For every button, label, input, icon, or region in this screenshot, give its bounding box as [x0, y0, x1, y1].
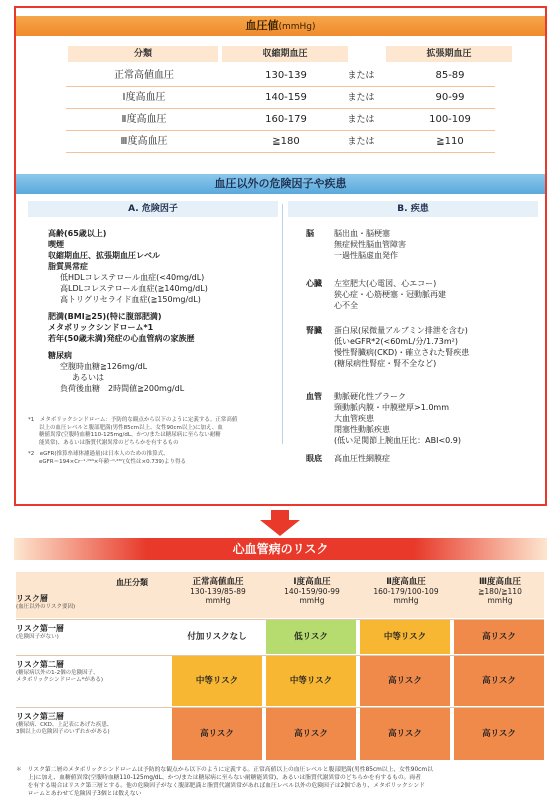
- risk-factor-item: 高トリグリセライド血症(≧150mg/dL): [60, 295, 201, 304]
- risk-factors-title: 血圧以外の危険因子や疾患: [16, 174, 545, 194]
- risk-layer-name: リスク第一層: [16, 624, 64, 633]
- risk-factor-item: 糖尿病: [48, 351, 72, 360]
- disease-item: 閉塞性動脈疾患: [334, 425, 390, 434]
- bp-class-unit: mmHg: [393, 596, 419, 605]
- risk-factor-item: 負荷後血糖 2時間値≧200mg/dL: [60, 384, 185, 393]
- col-b-header: B. 疾患: [288, 201, 538, 217]
- disease-item: 頸動脈内膜・中膜壁厚>1.0mm: [334, 403, 450, 412]
- col-a-header: A. 危険因子: [28, 201, 278, 217]
- risk-level-cell: 付加リスクなし: [172, 620, 262, 654]
- risk-level-cell: 高リスク: [454, 708, 544, 760]
- disease-organ: 腎臓: [306, 326, 322, 335]
- bp-class-header: [266, 578, 358, 605]
- bp-class-header: [454, 578, 546, 605]
- risk-layer-name: リスク第二層: [16, 660, 64, 669]
- disease-item: 心不全: [334, 301, 358, 310]
- bp-class-unit: mmHg: [205, 596, 231, 605]
- bp-class-unit: mmHg: [299, 596, 325, 605]
- disease-item: (糖尿病性腎症・腎不全など): [334, 359, 437, 368]
- risk-layer-desc: (危険因子がない): [16, 634, 59, 640]
- disease-item: 動脈硬化性プラーク: [334, 392, 406, 401]
- bp-class-name: Ⅱ度高血圧: [386, 577, 426, 587]
- risk-level-cell: 中等リスク: [360, 620, 450, 654]
- footnote-line: 上)に加え、血糖値異常(空腹時血糖110-125mg/dL、かつ/または糖尿病に至らない耐糖能異常)、あるいは脂質代謝異常のどちらかを有するもの。両者: [16, 775, 421, 781]
- risk-factor-item: 若年(50歳未満)発症の心血管病の家族歴: [48, 334, 195, 343]
- disease-organ: 血管: [306, 392, 322, 401]
- risk-factor-item: 脂質異常症: [48, 262, 88, 271]
- risk-factor-item: 肥満(BMI≧25)(特に腹部肥満): [48, 312, 162, 321]
- bp-col-diastolic: 拡張期血圧: [386, 46, 512, 62]
- risk-level-cell: 中等リスク: [172, 656, 262, 706]
- bp-or: または: [347, 93, 375, 103]
- note-line: eGFR＝194×Cr⁻¹·⁰⁹⁴×年齢⁻⁰·²⁸⁷(女性は×0.739)より得る: [28, 458, 187, 465]
- column-divider: [282, 204, 283, 444]
- bp-col-category: 分類: [68, 46, 218, 62]
- bp-row-rule: [66, 130, 495, 131]
- disease-item: 低いeGFR*2(<60mL/分/1.73m²): [334, 337, 458, 346]
- bp-diastolic: 85-89: [435, 70, 465, 81]
- down-arrow-icon: [258, 510, 302, 536]
- note-line: 糖値異常(空腹時血糖110-125mg/dL、かつ/または糖尿病に至らない耐糖: [28, 432, 221, 438]
- disease-item: 蛋白尿(尿微量アルブミン排泄を含む): [334, 326, 468, 335]
- risk-factor-item: 収縮期血圧、拡張期血圧レベル: [48, 251, 160, 260]
- note-line: *2 eGFR(推算糸球体濾過量)は日本人のための推算式、: [28, 451, 169, 457]
- risk-layer-desc: メタボリックシンドローム*がある): [16, 677, 104, 683]
- risk-level-cell: 高リスク: [454, 620, 544, 654]
- risk-layer-subtitle: (血圧以外のリスク要因): [16, 604, 76, 610]
- disease-item: (低い足関節上腕血圧比：ABI<0.9): [334, 436, 461, 445]
- risk-layer-desc: (糖尿病以外の1-2個の危険因子、: [16, 670, 99, 676]
- disease-item: 左室肥大(心電図、心エコー): [334, 279, 437, 288]
- risk-layer-name: リスク第三層: [16, 712, 64, 721]
- footnote-line: ロームとあわせて危険因子3個とは数えない: [16, 791, 142, 797]
- bp-table-title: 血圧値(mmHg): [16, 16, 545, 36]
- risk-layer-desc: (糖尿病、CKD、上記表にあげた疾患、: [16, 722, 113, 728]
- bp-col-systolic: 収縮期血圧: [222, 46, 348, 62]
- bp-class-range: 140-159/90-99: [284, 587, 340, 596]
- bp-class-header: [172, 578, 264, 605]
- risk-factor-item: あるいは: [72, 373, 104, 382]
- bp-class-range: 160-179/100-109: [373, 587, 439, 596]
- disease-item: 慢性腎臓病(CKD)・確立された腎疾患: [334, 348, 470, 357]
- bp-class-header: [360, 578, 452, 605]
- risk-layer-label: [16, 660, 166, 684]
- bp-systolic: 140-159: [265, 92, 307, 103]
- corner-label: 血圧分類: [116, 578, 148, 587]
- bp-diastolic: 100-109: [429, 114, 471, 125]
- bp-class-range: ≧180/≧110: [478, 587, 522, 596]
- risk-factor-item: 低HDLコレステロール血症(<40mg/dL): [60, 273, 205, 282]
- disease-item: 一過性脳虚血発作: [334, 251, 398, 260]
- note-line: 能異常)、あるいは脂質代謝異常のどちらかを有するもの: [28, 439, 179, 446]
- bp-row-rule: [66, 152, 495, 153]
- risk-layer-label: [16, 624, 166, 641]
- bp-row-rule: [66, 86, 495, 87]
- bp-diastolic: ≧110: [436, 136, 464, 147]
- bp-category: Ⅲ度高血圧: [120, 136, 168, 147]
- risk-layer-header: [16, 594, 75, 611]
- note-line: *1 メタボリックシンドローム：予防的な観点から以下のように定義する。正常高値: [28, 417, 238, 423]
- bp-or: または: [347, 71, 375, 81]
- bp-class-name: Ⅲ度高血圧: [478, 577, 522, 587]
- bp-systolic: 160-179: [265, 114, 307, 125]
- bp-class-name: Ⅰ度高血圧: [293, 577, 331, 587]
- bp-class-name: 正常高値血圧: [192, 577, 244, 587]
- footnote-line: ＊ リスク第二層のメタボリックシンドロームは予防的な観点から以下のように定義する。正常高値以上の血圧レベルと腹部肥満(男性85cm以上、女性90cm以: [16, 767, 433, 773]
- risk-layer-title: リスク層: [16, 594, 48, 603]
- footnote-line: を有する場合はリスク第三層とする。他の危険因子がなく腹部肥満と脂質代謝異常があれば血圧レベル以外の危険因子は2個であり、メタボリックシンド: [16, 783, 425, 789]
- disease-organ: 心臓: [306, 279, 322, 288]
- bp-category: 正常高値血圧: [114, 70, 174, 81]
- risk-factor-item: 空腹時血糖≧126mg/dL: [60, 362, 148, 371]
- disease-item: 高血圧性網膜症: [334, 454, 390, 463]
- risk-level-cell: 高リスク: [266, 708, 356, 760]
- disease-item: 無症候性脳血管障害: [334, 240, 406, 249]
- risk-factor-item: メタボリックシンドローム*1: [48, 323, 154, 332]
- bp-class-unit: mmHg: [487, 596, 513, 605]
- disease-organ: 眼底: [306, 454, 322, 463]
- bp-row-rule: [66, 108, 495, 109]
- risk-factor-item: 喫煙: [48, 240, 64, 249]
- note-line: 以上の血圧レベルと腹部肥満(男性85cm以上、女性90cm以上)に加え、血: [28, 424, 223, 431]
- risk-table-title: 心血管病のリスク: [14, 538, 547, 560]
- disease-item: 脳出血・脳梗塞: [334, 229, 390, 238]
- risk-factor-panel: [14, 6, 547, 506]
- disease-item: 大血管疾患: [334, 414, 374, 423]
- risk-level-cell: 高リスク: [454, 656, 544, 706]
- risk-factor-item: 高LDLコレステロール血症(≧140mg/dL): [60, 284, 208, 293]
- risk-level-cell: 低リスク: [266, 620, 356, 654]
- disease-item: 狭心症・心筋梗塞・冠動脈再建: [334, 290, 446, 299]
- risk-layer-label: [16, 712, 166, 736]
- bp-or: または: [347, 115, 375, 125]
- bp-category: Ⅱ度高血圧: [121, 114, 167, 125]
- bp-systolic: 130-139: [265, 70, 307, 81]
- bp-diastolic: 90-99: [435, 92, 465, 103]
- risk-level-cell: 高リスク: [360, 656, 450, 706]
- bp-or: または: [347, 137, 375, 147]
- bp-systolic: ≧180: [272, 136, 300, 147]
- risk-footnote: [16, 766, 546, 798]
- risk-layer-desc: 3個以上の危険因子のいずれかがある): [16, 729, 110, 735]
- bp-category: Ⅰ度高血圧: [122, 92, 166, 103]
- risk-level-cell: 高リスク: [172, 708, 262, 760]
- risk-level-cell: 高リスク: [360, 708, 450, 760]
- risk-level-cell: 中等リスク: [266, 656, 356, 706]
- disease-organ: 脳: [306, 229, 314, 238]
- bp-class-range: 130-139/85-89: [190, 587, 246, 596]
- risk-factor-item: 高齢(65歳以上): [48, 229, 107, 238]
